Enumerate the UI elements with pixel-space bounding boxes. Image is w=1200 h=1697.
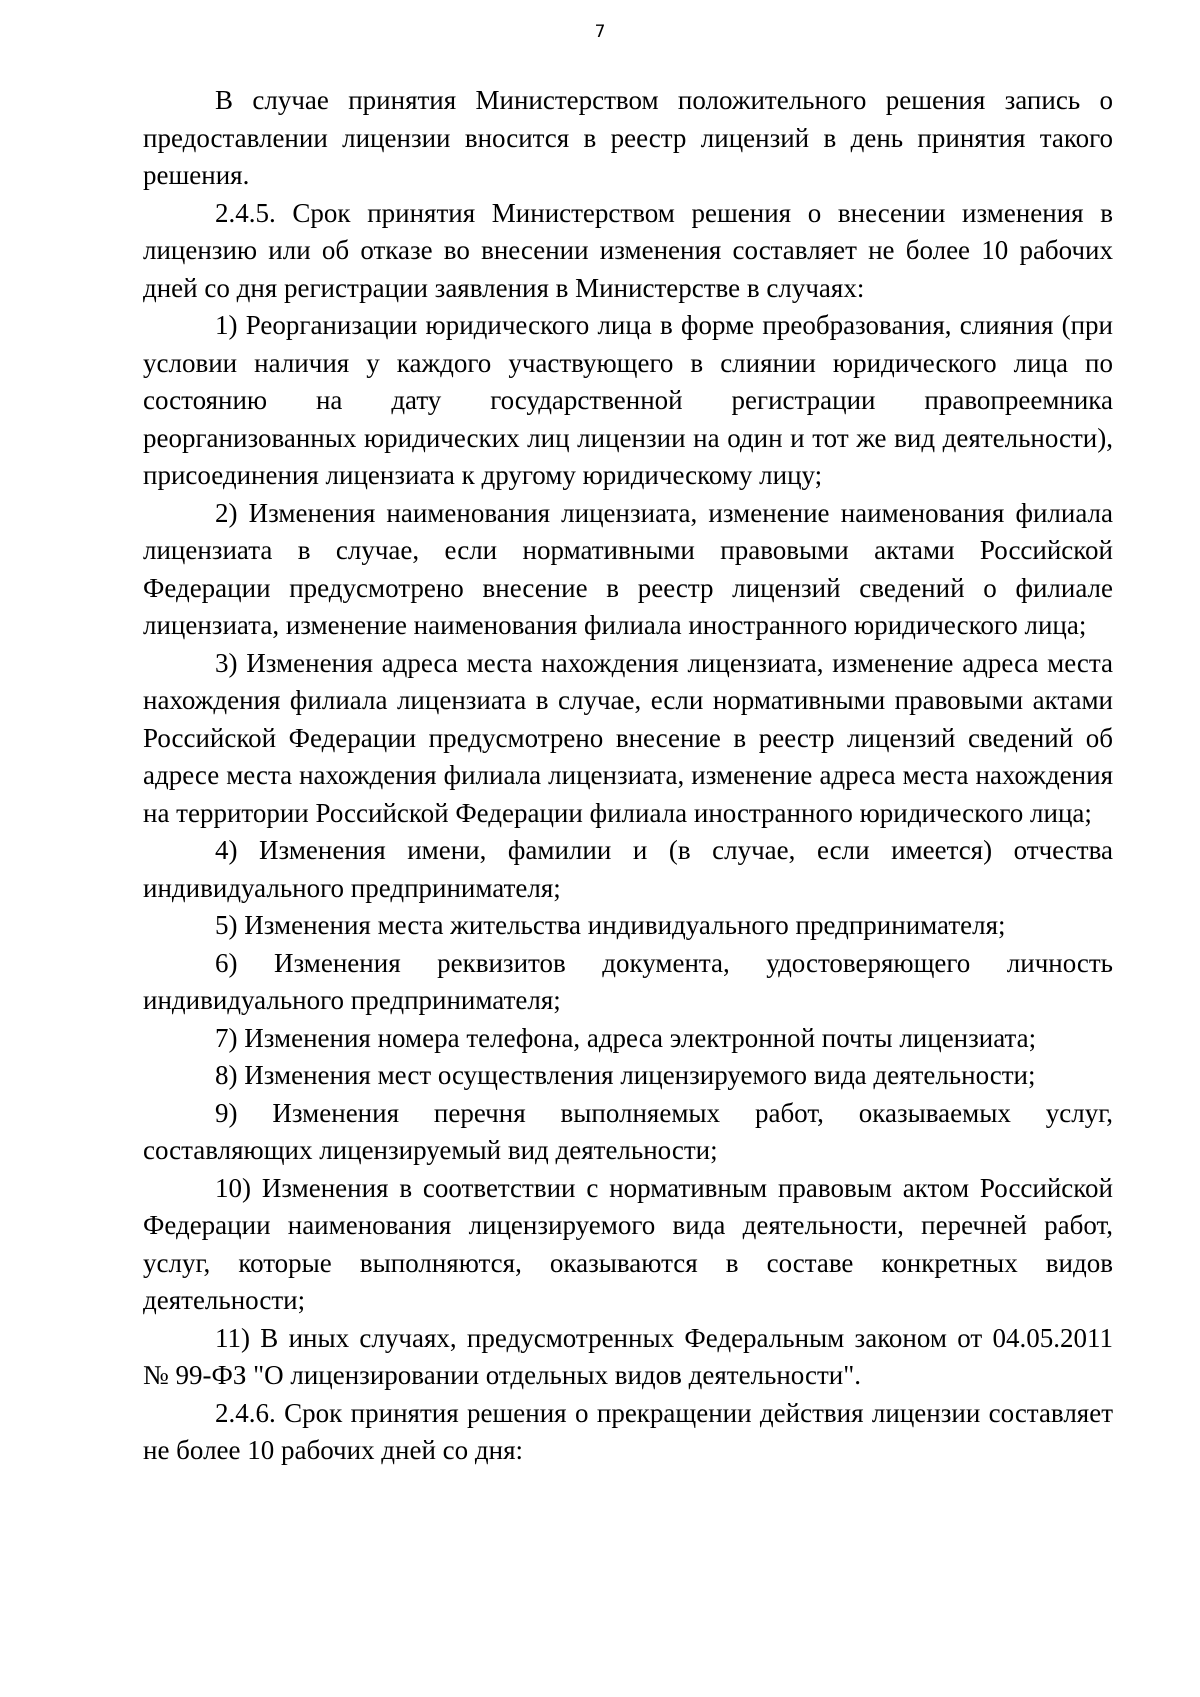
list-item-7: 7) Изменения номера телефона, адреса электронной почты лицензиата;: [215, 1022, 1037, 1053]
list-item-2: 2) Изменения наименования лицензиата, изменение наименования филиала лицензиата в случае, если нормативными правовыми актами Российской Федерации предусмотрено внесение в реестр лицензий сведений о филиале лицензиата, изменение наименования филиала иностранного юридического лица;: [143, 497, 1113, 640]
list-item-4: 4) Изменения имени, фамилии и (в случае, если имеется) отчества индивидуального предпринимателя;: [143, 835, 1113, 903]
document-body: [143, 82, 1113, 1470]
list-item-6: 6) Изменения реквизитов документа, удостоверяющего личность индивидуального предпринимателя;: [143, 947, 1113, 1015]
list-item-3: 3) Изменения адреса места нахождения лицензиата, изменение адреса места нахождения филиала лицензиата в случае, если нормативными правовыми актами Российской Федерации предусмотрено внесение в реестр лицензий сведений об адресе места нахождения филиала лицензиата, изменение адреса места нахождения на территории Российской Федерации филиала иностранного юридического лица;: [143, 647, 1113, 828]
list-item-1: 1) Реорганизации юридического лица в форме преобразования, слияния (при условии наличия у каждого участвующего в слиянии юридического лица по состоянию на дату государственной регистрации правопреемника реорганизованных юридических лиц лицензии на один и тот же вид деятельности), присоединения лицензиата к другому юридическому лицу;: [143, 310, 1113, 490]
list-item-9: 9) Изменения перечня выполняемых работ, оказываемых услуг, составляющих лицензируемый вид деятельности;: [143, 1097, 1113, 1165]
list-item-10: 10) Изменения в соответствии с нормативным правовым актом Российской Федерации наименования лицензируемого вида деятельности, перечней работ, услуг, которые выполняются, оказываются в составе конкретных видов деятельности;: [143, 1172, 1113, 1315]
list-item-5: 5) Изменения места жительства индивидуального предпринимателя;: [215, 910, 1006, 940]
paragraph-license-registry-entry: В случае принятия Министерством положительного решения запись о предоставлении лицензии вносится в реестр лицензий в день принятия такого решения.: [143, 85, 1113, 190]
paragraph-2-4-6: 2.4.6. Срок принятия решения о прекращении действия лицензии составляет не более 10 рабочих дней со дня:: [143, 1397, 1113, 1465]
list-item-11: 11) В иных случаях, предусмотренных Федеральным законом от 04.05.2011 № 99-ФЗ "О лицензировании отдельных видов деятельности".: [143, 1322, 1113, 1390]
paragraph-2-4-5: 2.4.5. Срок принятия Министерством решения о внесении изменения в лицензию или об отказе во внесении изменения составляет не более 10 рабочих дней со дня регистрации заявления в Министерстве в случаях:: [143, 197, 1113, 303]
page-number: 7: [594, 22, 606, 42]
list-item-8: 8) Изменения мест осуществления лицензируемого вида деятельности;: [215, 1060, 1036, 1090]
